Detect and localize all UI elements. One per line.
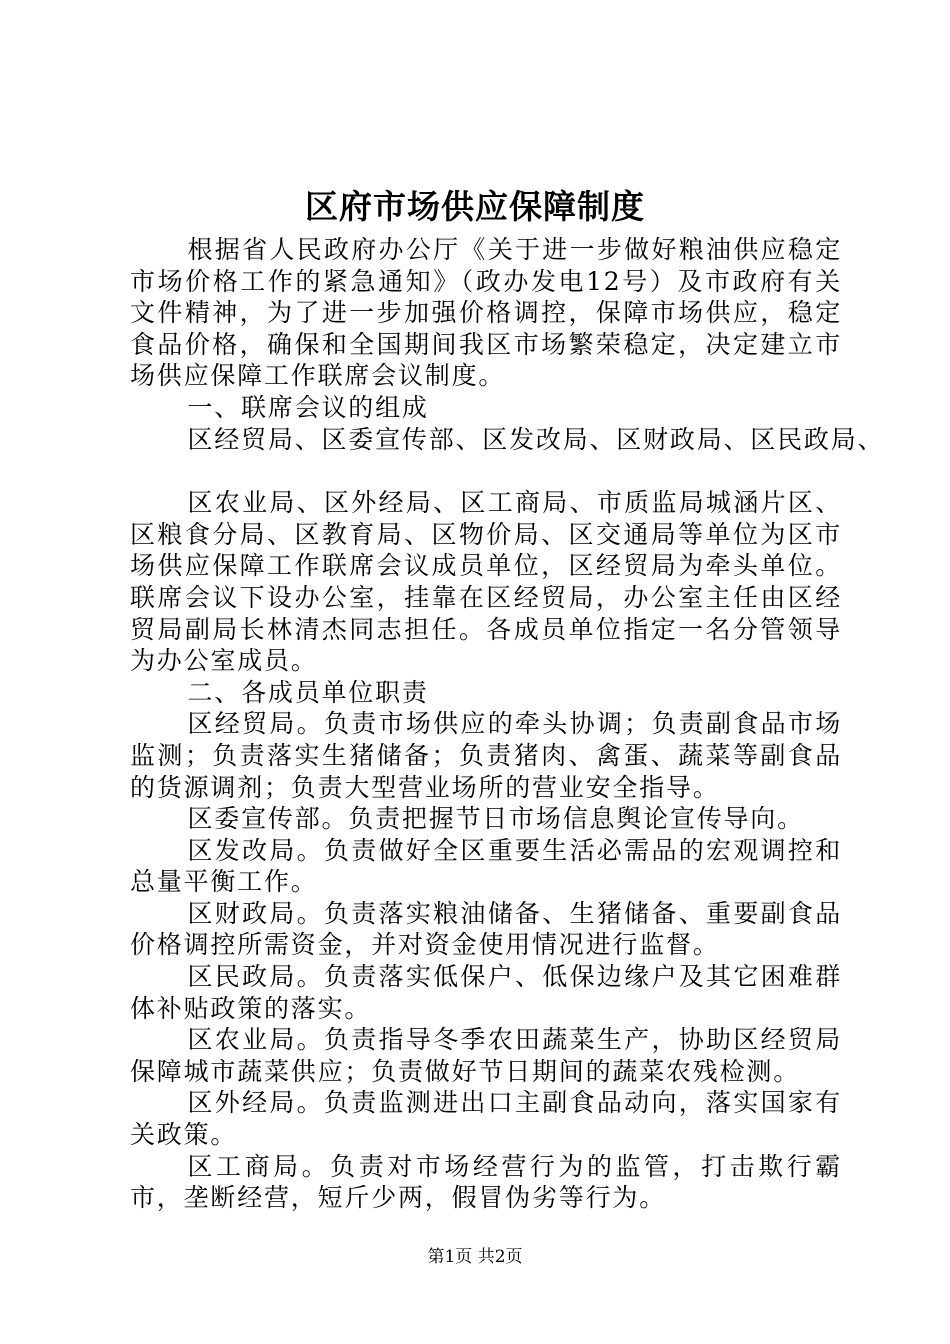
paragraph-duty-nongye: 区农业局。负责指导冬季农田蔬菜生产，协助区经贸局保障城市蔬菜供应；负责做好节日期间的蔬菜农残检测。	[130, 1025, 842, 1086]
paragraph-duty-minzheng: 区民政局。负责落实低保户、低保边缘户及其它困难群体补贴政策的落实。	[130, 962, 842, 1023]
page-footer: 第1页 共2页	[427, 1247, 523, 1267]
section-heading-composition: 一、联席会议的组成	[187, 392, 429, 422]
paragraph-intro: 根据省人民政府办公厅《关于进一步做好粮油供应稳定市场价格工作的紧急通知》（政办发电12号）及市政府有关文件精神，为了进一步加强价格调控，保障市场供应，稳定食品价格，确保和全国期间我区市场繁荣稳定，决定建立市场供应保障工作联席会议制度。	[130, 235, 842, 391]
paragraph-duty-jingmao: 区经贸局。负责市场供应的牵头协调；负责副食品市场监测；负责落实生猪储备；负责猪肉、禽蛋、蔬菜等副食品的货源调剂；负责大型营业场所的营业安全指导。	[130, 709, 842, 802]
document-body	[130, 234, 885, 1214]
paragraph-members: 区农业局、区外经局、区工商局、市质监局城涵片区、区粮食分局、区教育局、区物价局、区交通局等单位为区市场供应保障工作联席会议成员单位，区经贸局为牵头单位。联席会议下设办公室，挂靠在区经贸局，办公室主任由区经贸局副局长林清杰同志担任。各成员单位指定一名分管领导为办公室成员。	[130, 488, 842, 676]
paragraph-members-line: 区经贸局、区委宣传部、区发改局、区财政局、区民政局、	[187, 424, 885, 454]
paragraph-duty-caizheng: 区财政局。负责落实粮油储备、生猪储备、重要副食品价格调控所需资金，并对资金使用情况进行监督。	[130, 898, 842, 960]
section-heading-duties: 二、各成员单位职责	[187, 677, 429, 707]
paragraph-duty-gongshang: 区工商局。负责对市场经营行为的监管，打击欺行霸市，垄断经营，短斤少两，假冒伪劣等行为。	[130, 1151, 842, 1213]
paragraph-duty-xuanchuan: 区委宣传部。负责把握节日市场信息舆论宣传导向。	[187, 804, 804, 834]
document-title: 区府市场供应保障制度	[305, 187, 645, 226]
paragraph-duty-waijing: 区外经局。负责监测进出口主副食品动向，落实国家有关政策。	[130, 1088, 842, 1150]
paragraph-duty-fagai: 区发改局。负责做好全区重要生活必需品的宏观调控和总量平衡工作。	[130, 835, 842, 897]
